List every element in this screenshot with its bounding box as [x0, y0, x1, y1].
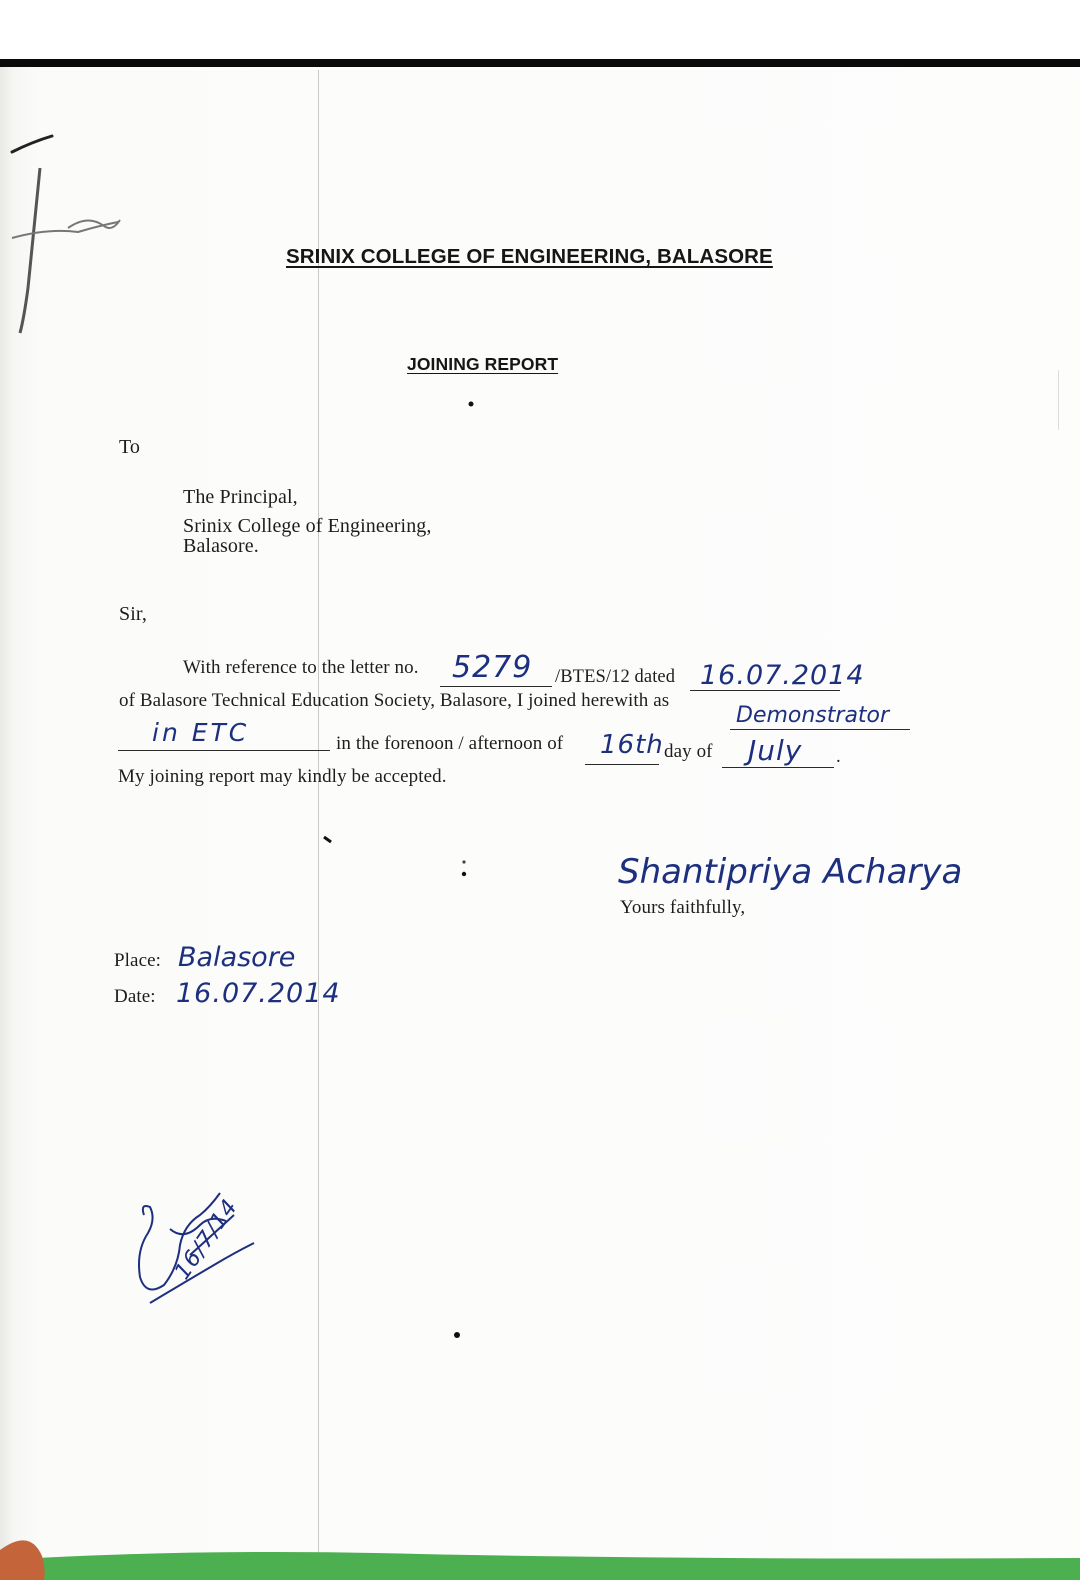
body-line-3-start: in the forenoon / afternoon of — [336, 733, 564, 754]
document-page — [0, 67, 1080, 1580]
margin-scribble-icon — [8, 128, 128, 338]
initials-date-handwritten: 16/7/14 — [170, 1194, 244, 1285]
address-line-3: Balasore. — [183, 535, 259, 557]
signature-handwritten: Shantipriya Acharya — [618, 852, 963, 892]
body-line-3-mid: day of — [664, 741, 713, 762]
report-title: JOINING REPORT — [407, 354, 559, 374]
colon-mark — [460, 858, 468, 880]
dot-mark — [467, 400, 475, 408]
day-blank — [585, 764, 659, 765]
body-line-3-end: . — [836, 746, 841, 767]
date-label: Date: — [114, 986, 156, 1007]
college-heading: SRINIX COLLEGE OF ENGINEERING, BALASORE — [286, 245, 773, 268]
month-blank — [722, 767, 834, 768]
address-line-2: Srinix College of Engineering, — [183, 515, 432, 537]
place-handwritten: Balasore — [178, 942, 296, 973]
body-line-2: of Balasore Technical Education Society, Balasore, I joined herewith as — [119, 690, 670, 711]
page-crease — [1058, 370, 1059, 430]
day-handwritten: 16th — [600, 730, 664, 760]
designation-handwritten: Demonstrator — [736, 703, 890, 728]
closing-text: Yours faithfully, — [620, 897, 746, 918]
body-line-1-mid: /BTES/12 dated — [555, 667, 676, 687]
month-handwritten: July — [748, 734, 803, 767]
dated-handwritten: 16.07.2014 — [700, 660, 865, 691]
date-handwritten: 16.07.2014 — [176, 978, 341, 1009]
bottom-edge-photo — [0, 1500, 1080, 1580]
top-band — [0, 59, 1080, 67]
body-line-1-start: With reference to the letter no. — [183, 657, 419, 678]
stray-mark — [322, 835, 334, 845]
designation-blank-2 — [118, 750, 330, 751]
designation-blank — [730, 729, 910, 730]
designation-handwritten-2: in ETC — [152, 718, 250, 747]
address-line-1: The Principal, — [183, 486, 298, 508]
page-fold-line — [318, 70, 319, 1570]
dot-mark-bottom — [452, 1330, 462, 1340]
body-line-4: My joining report may kindly be accepted. — [118, 766, 447, 787]
place-label: Place: — [114, 950, 162, 971]
to-label: To — [119, 436, 141, 458]
salutation: Sir, — [119, 603, 147, 625]
letter-no-handwritten: 5279 — [452, 650, 533, 685]
letter-no-blank — [440, 686, 552, 687]
